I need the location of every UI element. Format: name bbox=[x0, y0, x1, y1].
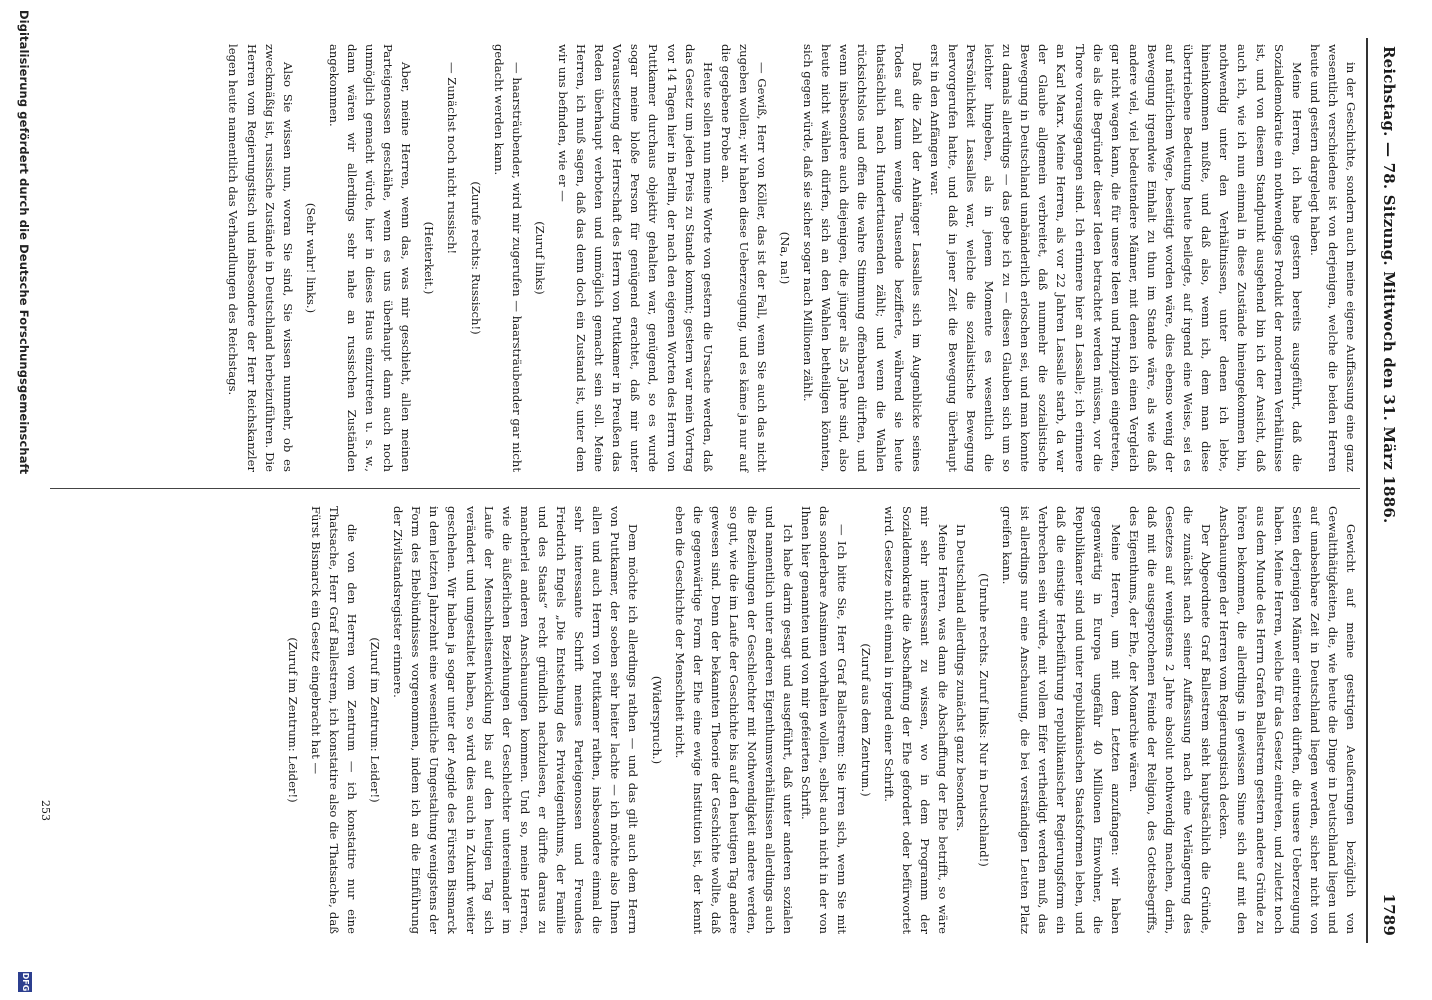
header-title: Reichstag. — 78. Sitzung. Mittwoch den 31. März 1886. bbox=[1380, 46, 1398, 524]
interjection: (Zuruf im Zentrum: Leider!) bbox=[285, 637, 300, 803]
interjection: (Na, na!) bbox=[778, 231, 793, 285]
paragraph: Daß die Zahl der Anhänger Lassalles sich im Augenblicke seines Todes auf kaum wenige Tausende bezifferte, während sie heute thatsächlich nach Hunderttausenden zählt; und wenn die Wahlen rücksichtslos und offen die wahre Stimmung offenbaren dürften, und wenn insbesondere auch diejenigen, die jünger als 25 Jahre sind, also heute nicht wählen dürfen, sich an den Wahlen betheiligen könnten, sich gegen würde, daß sie sicher sogar nach Millionen zählt. bbox=[801, 44, 924, 472]
paragraph: die von den Herren vom Zentrum — ich konstatire nur eine Thatsache, Herr Graf Ballestrem, ich konstatire also die Thatsache, daß Fürst Bismarck ein Gesetz eingebracht hat — bbox=[308, 506, 360, 934]
paragraph: Meine Herren, ich habe gestern bereits ausgeführt, daß die Sozialdemokratie ein nothwendiges Produkt der modernen Verhältnisse ist, und von diesem Standpunkt ausgehend bin ich der Ansicht, daß auch ich, wie ich nun einmal in diese Zustände hineingekommen bin, nothwendig unter den Verhältnissen, unter denen ich lebte, hineinkommen mußte, und daß also, wenn ich, dem man diese übertriebene Bedeutung heute beilegte, auf irgend eine Weise, sei es auf natürlichem Wege, beseitigt worden wäre, dies ebenso wenig der Bewegung irgendwie Einhalt zu thun im Stande wäre, als wie daß andere viel, viel bedeutendere Männer, mit denen ich einen Vergleich gar nicht wagen kann, die für unsere Ideen und Prinzipien eingetreten, die als die Begründer dieser Ideen betrachtet werden müssen, vor die Thore vorausgegangen sind. Ich erinnere hier an Lassalle; ich erinnere an Karl Marx. Meine Herren, als vor 22 Jahren Lassalle starb, da war der Glaube allgemein verbreitet, daß nunmehr die sozialistische Bewegung in Deutschland unabänderlich erloschen sei, und man konnte zu damals allerdings — das gebe ich zu — diesen Glauben sich um so leichter hingeben, als in jenem Momente es wesentlich die Persönlichkeit Lassalles war, welche die sozialistische Bewegung hervorgerufen hatte, und daß in jener Zeit die Bewegung überhaupt erst in den Anfängen war. bbox=[927, 44, 1304, 472]
digitization-strip bbox=[0, 0, 37, 1000]
paragraph: — haarsträubender, wird mir zugerufen — haarsträubender gar nicht gedacht werden kann. bbox=[491, 44, 524, 472]
page-number: 1789 bbox=[1380, 893, 1398, 936]
sheet-signature: 253 bbox=[39, 800, 52, 821]
dfg-logo: DFG bbox=[18, 972, 32, 992]
interjection: (Sehr wahr! links.) bbox=[303, 202, 318, 314]
paragraph: Der Abgeordnete Graf Ballestrem sieht hauptsächlich die Gründe, die zunächst nach seiner Auffassung nach eine Verlängerung des Gesetzes auf wenigstens 2 Jahre absolut nothwendig machen, darin, daß mit die ausgesprochenen Feinde der Religion, des Gottesbegriffs, des Eigenthums, der Ehe, der Monarchie wären. bbox=[1126, 506, 1214, 934]
interjection: (Zurufe rechts: Russisch!) bbox=[468, 181, 483, 335]
interjection: (Zuruf aus dem Zentrum.) bbox=[858, 643, 873, 797]
interjection: (Widerspruch.) bbox=[649, 675, 664, 765]
right-column bbox=[279, 506, 1360, 934]
paragraph: Heute sollen nun meine Worte von gestern die Ursache werden, daß das Gesetz um jeden Preis zu Stande kommt; gestern war mein Vortrag vor 14 Tagen hier in Berlin, der nach den eigenen Worten des Herrn von Puttkamer durchaus objektiv gehalten war, genügend, so es wurde sogar meine bloße Person für genügend erachtet, daß mir unter Voraussetzung der Herrschaft des Herrn von Puttkamer in Preußen das Reden überhaupt verboten und unmöglich gemacht sein soll. Meine Herren, ich muß sagen, daß das denn doch ein Zustand ist, unter dem wir uns befinden, wie er — bbox=[555, 44, 715, 472]
paragraph: in der Geschichte, sondern auch meine eigene Auffassung eine ganz wesentlich verschiedene ist von derjenigen, welche die beiden Herren heute und gestern dargelegt haben. bbox=[1307, 44, 1358, 472]
running-header bbox=[1370, 46, 1400, 936]
paragraph: — Zunächst noch nicht russisch! bbox=[445, 62, 460, 255]
paragraph: Aber, meine Herren, wenn das, was mir geschieht, allen meinen Parteigenossen geschähe, wenn es uns überhaupt dann auch noch unmöglich gemacht würde, hier in dieses Haus einzutreten u. s. w., dann wären wir allerdings sehr nahe an russischen Zuständen angekommen. bbox=[326, 44, 414, 472]
interjection: (Zuruf links) bbox=[532, 221, 547, 295]
digitization-note: Digitalisierung gefördert durch die Deutsche Forschungsgemeinschaft bbox=[17, 10, 31, 475]
paragraph: — Ich bitte Sie, Herr Graf Ballestrem: Sie irren sich, wenn Sie mit das sonderbare Ansinnen vorhalten wollen, selbst auch nicht in der von Ihnen hier genannten und von mir gefeierten Schrift. bbox=[799, 506, 850, 934]
paragraph: — Gewiß, Herr von Köller, das ist der Fall, wenn Sie auch das nicht zugeben wollen; wir haben diese Ueberzeugung, und es käme ja nur auf die gegebene Probe an. bbox=[718, 44, 769, 472]
interjection: (Unruhe rechts. Zuruf links: Nur in Deutschland!) bbox=[977, 573, 992, 867]
paragraph: Gewicht auf meine gestrigen Aeußerungen bezüglich von Gewaltthätigkeiten, die, wie heute die Dinge in Deutschland liegen und auf unabsehbare Zeit in Deutschland liegen werden, sicher nicht von Seiten derjenigen Männer eintreten dürften, die unsere Ueberzeugung haben. Meine Herren, welche für das Gesetz eintreten, und zuletzt noch aus dem Munde des Herrn Grafen Ballestrem gestern andere Gründe zu hören bekommen, die allerdings in gewissem Sinne sich auf mit den Anschauungen der Herren vom Regierungstisch decken. bbox=[1217, 506, 1358, 934]
paragraph: Ich habe darin gesagt und ausgeführt, daß unter anderen sozialen und namentlich unter anderen Eigenthumsverhältnissen allerdings auch die Beziehungen der Geschlechter mit Nothwendigkeit andere werden, so gut, wie die im Laufe der Geschichte bis auf den heutigen Tag andere gewesen sind. Denn der bekannten Theorie der Geschichte wollte, daß die gegenwärtige Form der Ehe eine ewige Institution ist, der kennt eben die Geschichte der Menschheit nicht. bbox=[672, 506, 796, 934]
left-column bbox=[224, 44, 1360, 472]
paragraph: In Deutschland allerdings zunächst ganz besonders. bbox=[954, 524, 969, 832]
paragraph: Meine Herren, um mit dem Letzten anzufangen: wir haben gegenwärtig in Europa ungefähr 40 Millionen Einwohner, die Republikaner sind und unter republikanischen Staatsformen leben, und daß die einstige Herbeiführung republikanischer Regierungsform ein Verbrechen sein würde, mit vollem Eifer vertheidigt werden muß, das ist allerdings nur eine Anschauung, die bei verständigen Leuten Platz greifen kann. bbox=[1000, 506, 1123, 934]
header-rule bbox=[1366, 38, 1368, 943]
interjection: (Zuruf im Zentrum: Leider!) bbox=[368, 637, 383, 803]
interjection: (Heiterkeit.) bbox=[422, 221, 437, 295]
paragraph: Also Sie wissen nun, woran Sie sind, Sie wissen nunmehr, ob es zweckmäßig ist, russische Zustände in Deutschland herbeizuführen. Die Herren vom Regierungstisch und insbesondere der Herr Reichskanzler legen heute namentlich das Verhandlungen des Reichstags. bbox=[226, 44, 295, 472]
paragraph: Meine Herren, was dann die Abschaffung der Ehe betrifft, so wäre mir sehr interessant zu wissen, wo in dem Programm der Sozialdemokratie die Abschaffung der Ehe gefordert oder befürwortet wird. Gesetze nicht einmal in irgend einer Schrift. bbox=[881, 506, 950, 934]
column-divider bbox=[50, 488, 1360, 489]
paragraph: Dem möchte ich allerdings rathen — und das gilt auch dem Herrn von Puttkamer, der soeben sehr heiter lachte — ich möchte also Ihnen allen und auch Herrn von Puttkamer rathen, insbesondere einmal die sehr interessante Schrift meines Parteigenossen und Freundes Friedrich Engels „Die Entstehung des Privateigenthums, der Familie und des Staats“ recht gründlich nachzulesen, er dürfte daraus zu mancherlei anderen Anschauungen kommen. Und so, meine Herren, wie die äußerlichen Beziehungen der Geschlechter untereinander im Laufe der Menschheitsentwicklung bis auf den heutigen Tag sich verändert und umgestaltet haben, so wird dies auch in Zukunft weiter geschehen. Wir haben ja sogar unter der Aegide des Fürsten Bismarck in dem letzten Jahrzehnt eine wesentliche Umgestaltung wenigstens der Form des Ehebündnisses vorgenommen, indem ich an die Einführung der Zivilstandsregister erinnere. bbox=[391, 506, 641, 934]
